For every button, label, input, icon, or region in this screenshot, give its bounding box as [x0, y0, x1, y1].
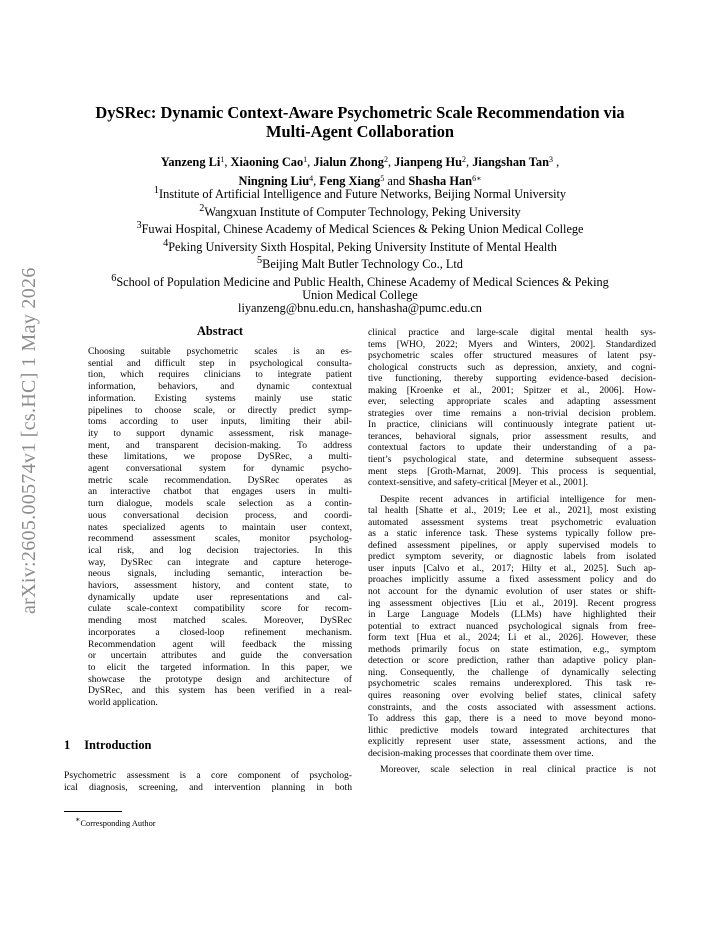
author-line-1: Yanzeng Li$^1$, Xiaoning Cao$^1$, Jialun Zhong$^2$, Jianpeng Hu$^2$, Jiangshan Tan$^3$ , [160, 155, 560, 169]
abstract-body [88, 346, 352, 709]
footnote-text: Corresponding Author [80, 819, 156, 828]
text-line: lithic predictive models toward integrated architectures that [368, 724, 656, 736]
text-line: recommend assessment scales, monitor psycholog- [88, 533, 352, 545]
text-line: turn dialogue, models scale selection as a contin- [88, 498, 352, 510]
text-line: tive functioning, thereby supporting evidence-based decision- [368, 373, 656, 385]
text-line: defined assessment pipelines, or apply supervised models to [368, 539, 656, 551]
abstract-heading: Abstract [196, 324, 244, 338]
author-name: Jianpeng Hu [394, 155, 462, 169]
author-affiliation-mark: 3 [549, 155, 554, 164]
text-line: not account for the dynamic evolution of user states or shift- [368, 586, 656, 598]
affiliation: Union Medical College [302, 288, 418, 302]
text-line: nates specialized agents to maintain user context, [88, 521, 352, 533]
author-affiliation-mark: 2 [383, 155, 388, 164]
author-name: Feng Xiang [319, 173, 381, 188]
author-name: Jiangshan Tan [472, 155, 550, 169]
text-line: tient’s psychological state, and determine subsequent assess- [368, 454, 656, 466]
text-line: pipelines to choose scale, or directly predict symp- [88, 404, 352, 416]
text-line: strategies over time remains a non-trivial decision problem. [368, 407, 656, 419]
text-line: these limitations, we propose DySRec, a multi- [88, 451, 352, 463]
author-affiliation-mark: 6∗ [472, 173, 482, 183]
text-line: context-sensitive, and safety-critical [Meyer et al., 2001]. [368, 477, 589, 489]
text-line: Moreover, scale selection in real clinical practice is not [380, 764, 656, 776]
affiliation: $^6$School of Population Medicine and Public Health, Chinese Academy of Medical Sciences & Peking [111, 272, 609, 289]
text-line: haviors, assessment history, and content state, to [88, 580, 352, 592]
text-line: uous conversational decision process, and coordi- [88, 509, 352, 521]
text-line: tems [WHO, 2022; Myers and Winters, 2002]. Standardized [368, 338, 656, 350]
affiliation: $^1$Institute of Artificial Intelligence and Future Networks, Beijing Normal University [153, 185, 567, 202]
text-line: ity to support dynamic assessment, risk manage- [88, 427, 352, 439]
author-affiliation-mark: 5 [380, 173, 385, 183]
author-affiliation-mark: 1 [303, 155, 308, 164]
text-line: chological constructs such as depression, anxiety, and cogni- [368, 361, 656, 373]
text-line: making [Kroenke et al., 2001; Spitzer et al., 2006]. How- [368, 384, 656, 396]
section-heading-introduction [64, 738, 151, 753]
text-line: Recommendation agent will feedback the missing [88, 638, 352, 650]
text-line: terances, behavioral signals, prior assessment results, and [368, 430, 656, 442]
text-line: sential and difficult step in psychological consulta- [88, 357, 352, 369]
text-line: tal health [Shatte et al., 2019; Lee et al., 2021], most existing [368, 505, 656, 517]
text-line: Choosing suitable psychometric scales is an es- [88, 346, 352, 357]
text-line: way, DySRec can integrate and capture heteroge- [88, 556, 352, 568]
text-line: form text [Hua et al., 2024; Li et al., 2026]. However, these [368, 632, 656, 644]
text-line: agent conversational system for dynamic psycho- [88, 463, 352, 475]
introduction-body-right [368, 327, 656, 776]
text-line: decision-making processes that coordinate them over time. [368, 747, 594, 759]
author-name: Ningning Liu [238, 173, 310, 188]
text-line: predict symptom severity, or diagnostic labels from isolated [368, 551, 656, 563]
introduction-body-left [64, 770, 352, 793]
footnote-rule [64, 811, 122, 812]
text-line: psychometric scales remains underexplored. This task re- [368, 678, 656, 690]
text-line: ical diagnosis, screening, and intervention planning in both [64, 781, 352, 793]
affiliation: $^4$Peking University Sixth Hospital, Peking University Institute of Mental Health [163, 237, 557, 254]
text-line: ning. Consequently, the challenge of dynamically selecting [368, 666, 656, 678]
text-line: potential to extract nuanced psychological signals from free- [368, 620, 656, 632]
text-line: methods primarily focus on state estimation, e.g., symptom [368, 643, 656, 655]
text-line: user inputs [Calvo et al., 2017; Hilty et al., 2025]. Such ap- [368, 562, 656, 574]
text-line: information, behaviors, and dynamic contextual [88, 381, 352, 393]
arxiv-identifier[interactable]: arXiv:2605.00574v1 [cs.HC] 1 May 2026 [18, 267, 40, 614]
section-number: 1 [64, 738, 71, 752]
author-affiliation-mark: 1 [220, 155, 225, 164]
author-affiliation-mark: 2 [462, 155, 466, 164]
text-line: mending most matched scales. Moreover, DySRec [88, 615, 352, 627]
affiliation: $^5$Beijing Malt Butler Technology Co., Ltd [257, 255, 463, 272]
footnote [75, 815, 156, 828]
author-name: Jialun Zhong [313, 155, 384, 169]
title-line-2: Multi-Agent Collaboration [265, 122, 455, 141]
footnote-mark: ∗ [75, 815, 81, 824]
text-line: proaches implicitly assume a fixed assessment policy and do [368, 574, 656, 586]
author-name: Yanzeng Li [160, 155, 221, 169]
text-line: In practice, clinicians will continuously integrate patient ut- [368, 419, 656, 431]
text-line: toms according to user inputs, limiting their abil- [88, 416, 352, 428]
text-line: quires reasoning over evolving belief states, clinical safety [368, 689, 656, 701]
text-line: explicitly represent user state, assessment actions, and the [368, 736, 656, 748]
text-line: automated assessment systems treat psychometric evaluation [368, 516, 656, 528]
text-line: ment, and transparent decision-making. To address [88, 439, 352, 451]
text-line: ment steps [Groth-Marnat, 2009]. This process is sequential, [368, 465, 656, 477]
paper-title [80, 103, 640, 141]
text-line: world application. [88, 697, 158, 709]
text-line: To address this gap, there is a need to move beyond mono- [368, 713, 656, 725]
text-line: psychometric scales offer structured measures of latent psy- [368, 350, 656, 362]
text-line: dynamically update user representations and cal- [88, 591, 352, 603]
text-line: Despite recent advances in artificial intelligence for men- [380, 493, 656, 505]
text-line: detection or score prediction, rather than adaptive policy plan- [368, 655, 656, 667]
text-line: ing assessment objectives [Liu et al., 2019]. Recent progress [368, 597, 656, 609]
affiliation: $^3$Fuwai Hospital, Chinese Academy of Medical Sciences & Peking Union Medical College [136, 220, 584, 237]
text-line: to elicit the targeted information. In this paper, we [88, 661, 352, 673]
text-line: in Large Language Models (LLMs) have highlighted their [368, 609, 656, 621]
section-title: Introduction [84, 738, 152, 752]
author-name: Xiaoning Cao [230, 155, 304, 169]
text-line: neous signals, including semantic, interaction be- [88, 568, 352, 580]
text-line: Psychometric assessment is a core component of psycholog- [64, 770, 352, 781]
author-name: Shasha Han [408, 173, 473, 188]
text-line: information. Existing systems mainly use static [88, 392, 352, 404]
text-line: ever, selecting appropriate scales and adapting assessment [368, 396, 656, 408]
title-line-1: DySRec: Dynamic Context-Aware Psychometric Scale Recommendation via [95, 103, 625, 122]
text-line: contextual factors to update their understanding of a pa- [368, 442, 656, 454]
affiliation-list [70, 184, 650, 316]
text-line: culate scale-context compatibility score for recom- [88, 603, 352, 615]
email-addresses[interactable]: liyanzeng@bnu.edu.cn, hanshasha@pumc.edu.cn [238, 301, 482, 316]
text-line: constraints, and the costs associated with assessment actions. [368, 701, 656, 713]
affiliation: $^2$Wangxuan Institute of Computer Technology, Peking University [199, 202, 521, 219]
text-line: DySRec, and this system has been verified in a real- [88, 685, 352, 697]
text-line: clinical practice and large-scale digital mental health sys- [368, 327, 656, 338]
author-line-2: Ningning Liu$^4$, Feng Xiang$^5$ and Shasha Han$^{6∗}$ [238, 173, 482, 188]
author-affiliation-mark: 4 [309, 173, 314, 183]
text-line: ical risk, and log decision trajectories. In this [88, 544, 352, 556]
text-line: or uncertain attributes and guide the conversation [88, 650, 352, 662]
text-line: tion, which requires clinicians to integrate patient [88, 369, 352, 381]
and-word: and [387, 173, 406, 188]
text-line: showcase the prototype design and architecture of [88, 673, 352, 685]
text-line: incorporates a closed-loop refinement mechanism. [88, 626, 352, 638]
text-line: as a static inference task. These systems typically follow pre- [368, 528, 656, 540]
text-line: metric scale recommendation. DySRec operates as [88, 474, 352, 486]
text-line: an interactive chatbot that engages users in multi- [88, 486, 352, 498]
